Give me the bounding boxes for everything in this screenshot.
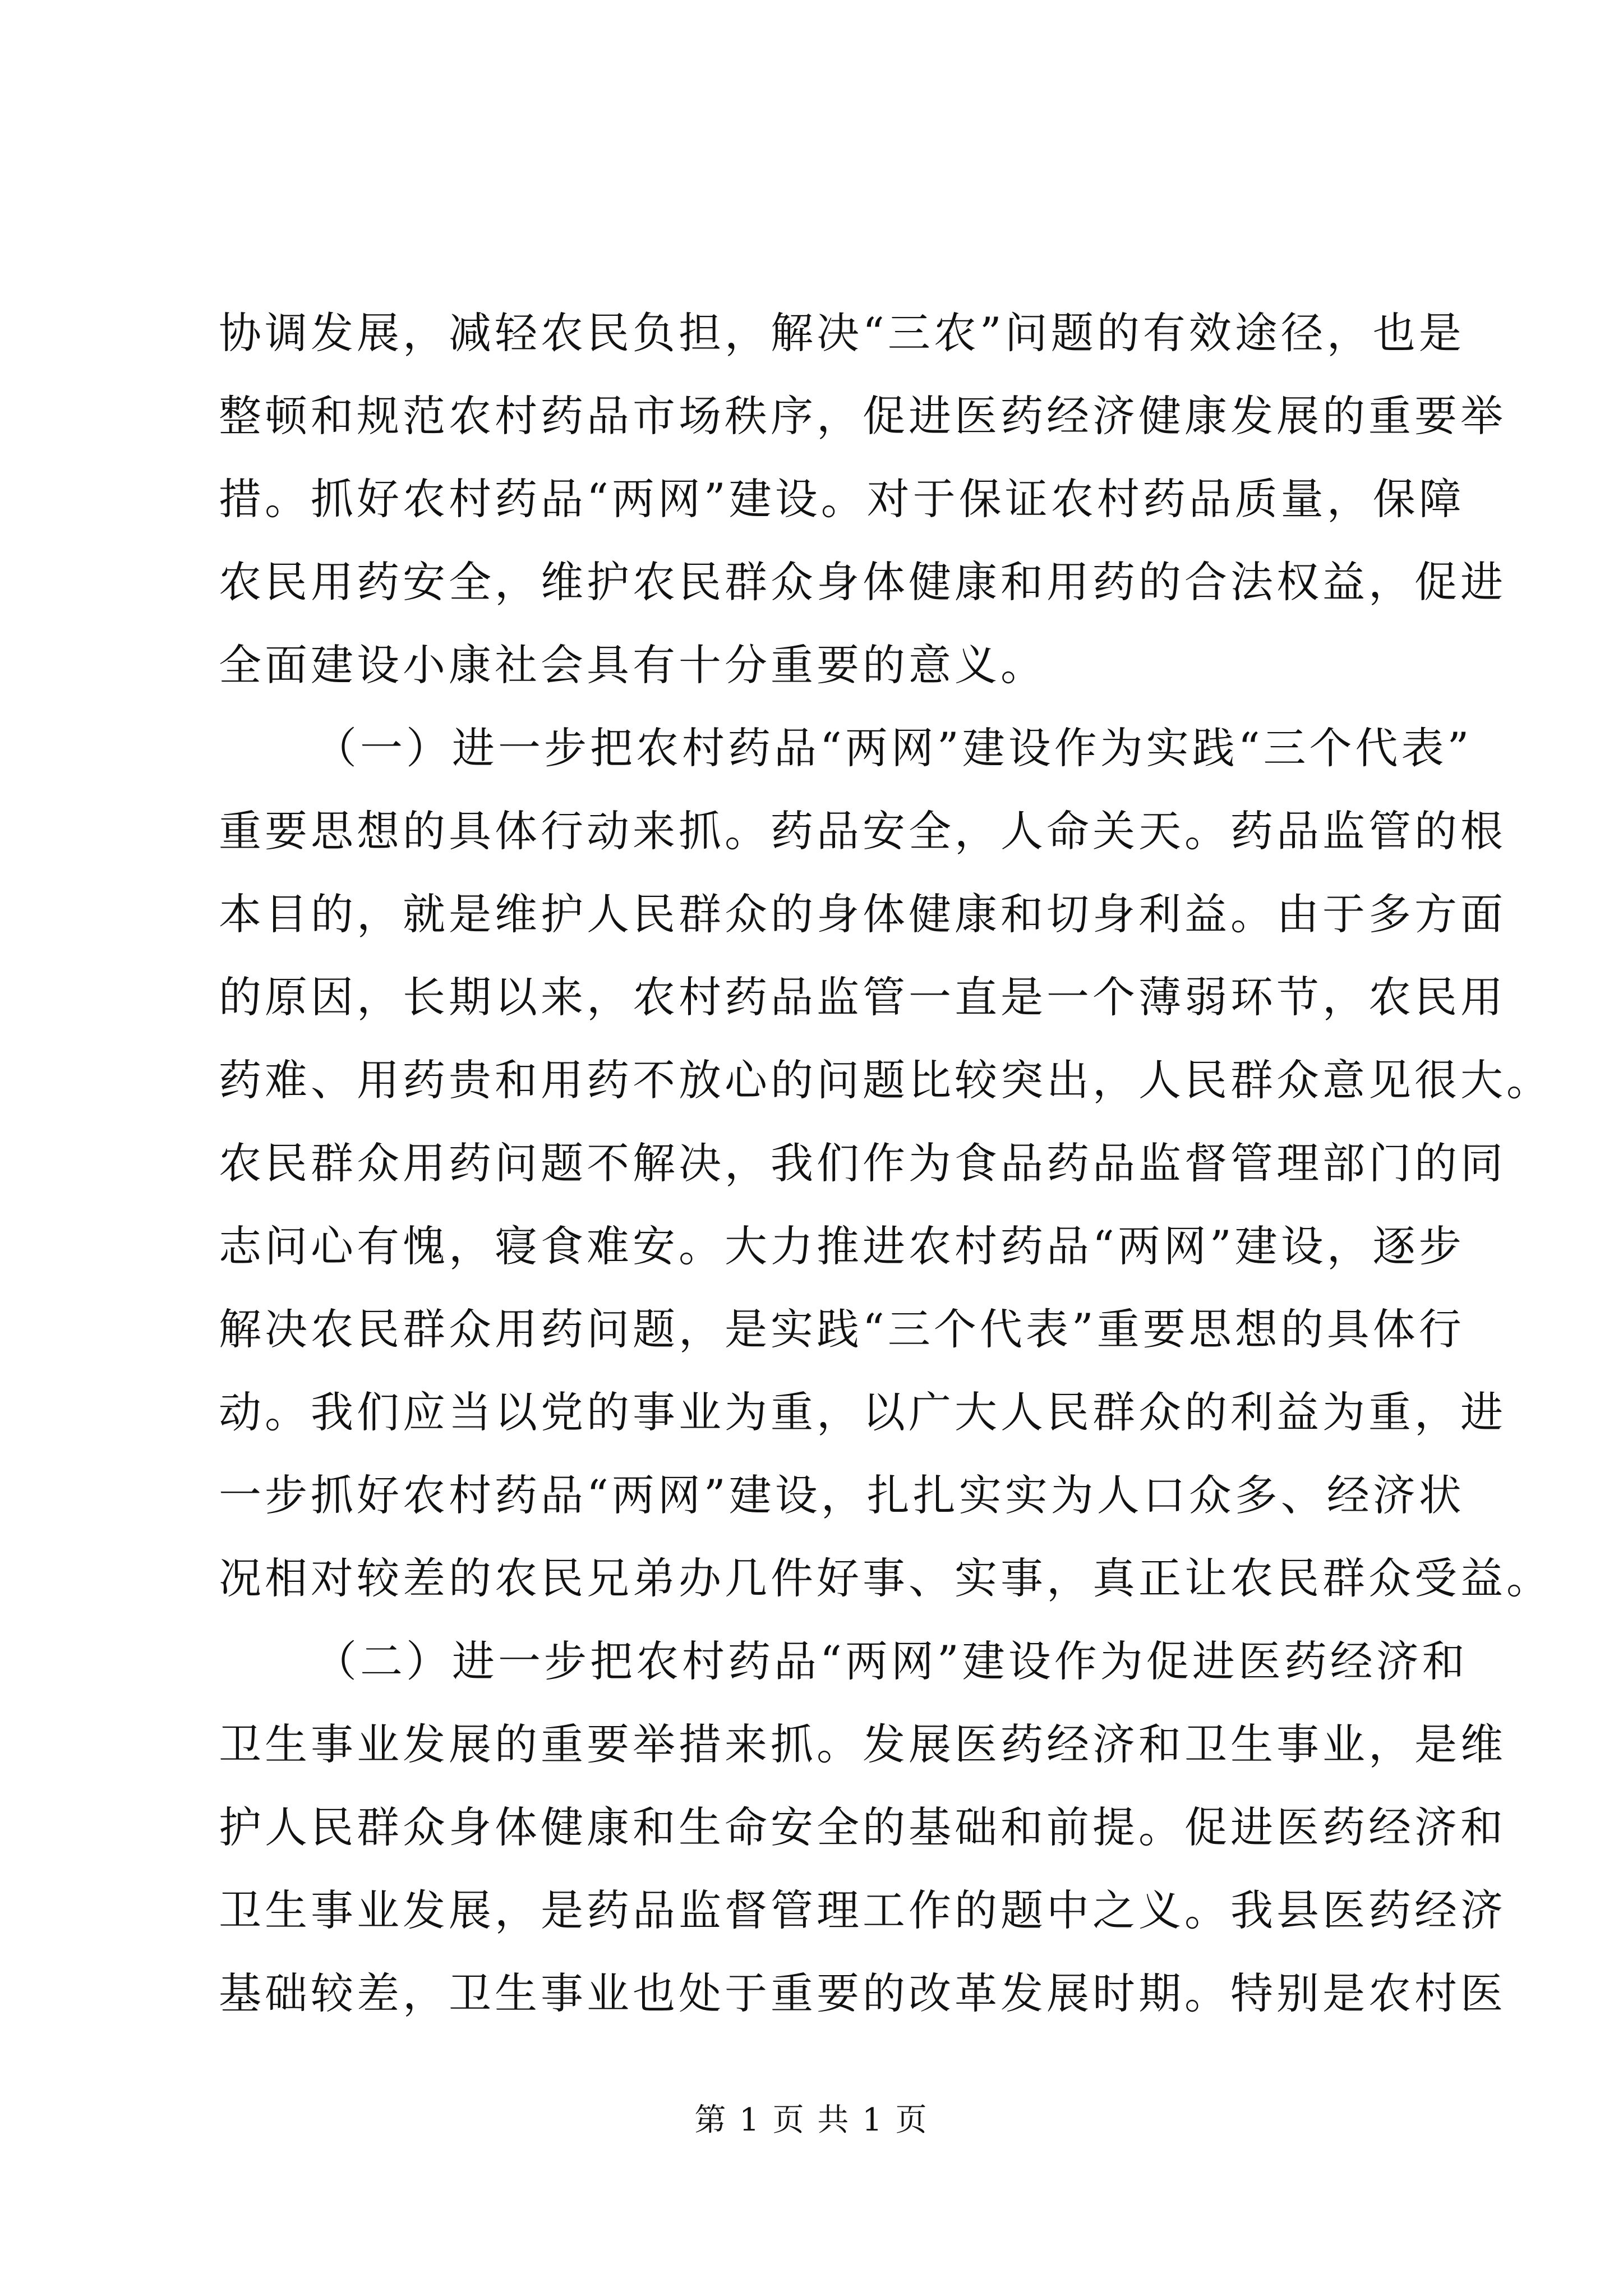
text-line: 全面建设小康社会具有十分重要的意义。: [219, 640, 1046, 690]
text-line: 农民用药安全，维护农民群众身体健康和用药的合法权益，促进: [219, 557, 1506, 607]
text-line: 况相对较差的农民兄弟办几件好事、实事，真正让农民群众受益。: [219, 1553, 1552, 1603]
text-line: 协调发展，减轻农民负担，解决“三农”问题的有效途径，也是: [219, 308, 1465, 358]
text-line: 护人民群众身体健康和生命安全的基础和前提。促进医药经济和: [219, 1802, 1506, 1852]
text-line: 药难、用药贵和用药不放心的问题比较突出，人民群众意见很大。: [219, 1055, 1552, 1105]
text-line: 一步抓好农村药品“两网”建设，扎扎实实为人口众多、经济状: [219, 1470, 1465, 1520]
text-line: 整顿和规范农村药品市场秩序，促进医药经济健康发展的重要举: [219, 391, 1506, 441]
text-line: 卫生事业发展的重要举措来抓。发展医药经济和卫生事业，是维: [219, 1719, 1506, 1769]
text-line: 基础较差，卫生事业也处于重要的改革发展时期。特别是农村医: [219, 1968, 1506, 2018]
text-line: 措。抓好农村药品“两网”建设。对于保证农村药品质量，保障: [219, 474, 1465, 524]
text-line: 动。我们应当以党的事业为重，以广大人民群众的利益为重，进: [219, 1387, 1506, 1437]
text-line: 的原因，长期以来，农村药品监管一直是一个薄弱环节，农民用: [219, 972, 1506, 1022]
text-line: 本目的，就是维护人民群众的身体健康和切身利益。由于多方面: [219, 889, 1506, 939]
page-footer: 第 1 页 共 1 页: [694, 2102, 929, 2138]
text-line: （二）进一步把农村药品“两网”建设作为促进医药经济和: [314, 1636, 1468, 1686]
text-line: 解决农民群众用药问题，是实践“三个代表”重要思想的具体行: [219, 1304, 1465, 1354]
text-line: 志问心有愧，寝食难安。大力推进农村药品“两网”建设，逐步: [219, 1221, 1465, 1271]
text-line: （一）进一步把农村药品“两网”建设作为实践“三个代表”: [314, 723, 1473, 773]
text-line: 农民群众用药问题不解决，我们作为食品药品监督管理部门的同: [219, 1138, 1506, 1188]
text-line: 卫生事业发展，是药品监督管理工作的题中之义。我县医药经济: [219, 1885, 1506, 1935]
document-body: [219, 292, 1552, 2035]
text-line: 重要思想的具体行动来抓。药品安全，人命关天。药品监管的根: [219, 806, 1506, 856]
